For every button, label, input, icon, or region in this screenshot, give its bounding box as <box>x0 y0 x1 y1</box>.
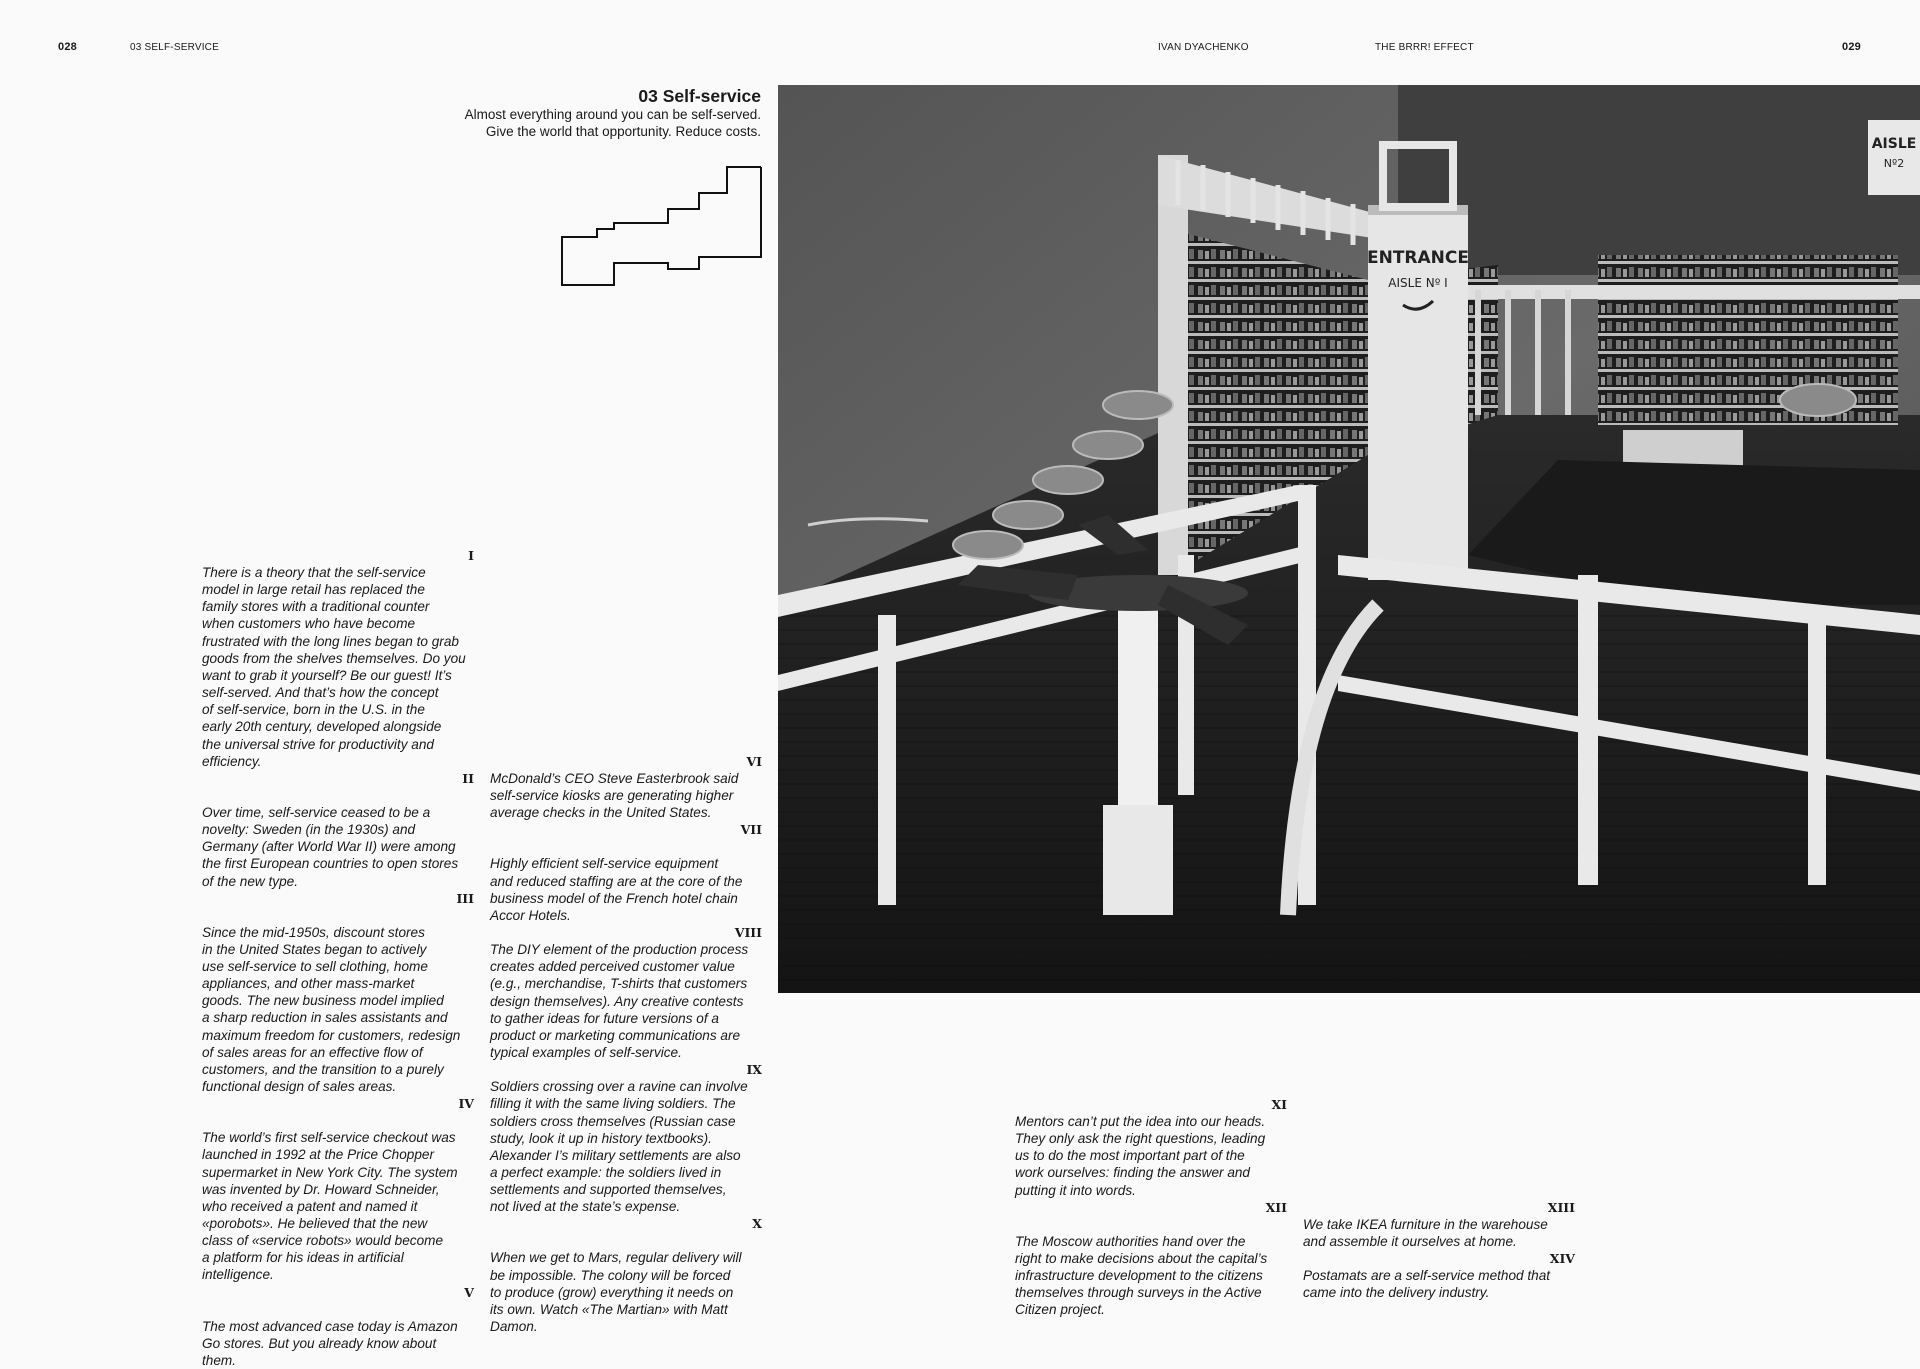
section-text: The Moscow authorities hand over the right to make decisions about the capital’s infrastructure development to the citizens themselves through surveys in the Active Citizen project. <box>1015 1233 1268 1318</box>
left-section-header: 03 SELF-SERVICE <box>130 42 219 53</box>
page-title: 03 Self-service <box>638 86 761 106</box>
text-column-3 <box>1015 1096 1287 1319</box>
section-viii <box>490 924 762 1061</box>
section-v <box>202 1284 474 1369</box>
section-xiii <box>1303 1199 1575 1250</box>
section-numeral: XIII <box>1547 1200 1575 1215</box>
section-numeral: II <box>462 770 474 786</box>
section-xii <box>1015 1199 1287 1319</box>
aisle-1-sign: AISLE Nº I <box>1388 276 1448 290</box>
section-numeral: XIV <box>1549 1251 1575 1267</box>
section-i <box>202 547 474 770</box>
subtitle-line-2: Give the world that opportunity. Reduce costs. <box>485 124 761 139</box>
section-numeral: X <box>752 1216 762 1232</box>
section-text: Highly efficient self-service equipment and reduced staffing are at the core of the business model of the French hotel chain Accor Hotels. <box>490 856 743 923</box>
floor-plan-outline-icon <box>559 165 765 289</box>
aisle-2-sign: Nº2 <box>1883 157 1905 170</box>
section-numeral: VII <box>740 822 762 838</box>
section-text: We take IKEA furniture in the warehouse and assemble it ourselves at home. <box>1303 1217 1548 1250</box>
section-text: The DIY element of the production process creates added perceived customer value (e.g., merchandise, T-shirts that customers design themselves). Any creative contests to gather ideas for future versions of a product or marketing communications are typical examples of self-service. <box>490 942 749 1061</box>
section-text: Mentors can’t put the idea into our heads. They only ask the right questions, leading us to do the most important part of the work ourselves: finding the answer and putting it into words. <box>1015 1114 1266 1198</box>
text-column-4 <box>1303 1199 1575 1302</box>
section-text: The most advanced case today is Amazon Go stores. But you already know about them. <box>202 1318 458 1368</box>
section-text: McDonald’s CEO Steve Easterbrook said self-service kiosks are generating higher average checks in the United States. <box>490 771 739 821</box>
section-vi <box>490 753 762 821</box>
section-numeral: VI <box>746 754 762 769</box>
section-numeral: IV <box>458 1096 474 1112</box>
section-text: Over time, self-service ceased to be a novelty: Sweden (in the 1930s) and Germany (after World War II) were among the first European countries to open stores of the new type. <box>202 804 459 889</box>
section-numeral: IX <box>746 1062 762 1078</box>
section-text: Since the mid-1950s, discount stores in the United States began to actively use self-service to sell clothing, home appliances, and other mass-market goods. The new business model implied a sharp reduction in sales assistants and maximum freedom for customers, redesign of sales areas for an effective flow of customers, and the transition to a purely functional design of sales areas. <box>202 924 461 1095</box>
section-numeral: XII <box>1265 1199 1287 1215</box>
subtitle-line-1: Almost everything around you can be self-served. <box>464 107 761 122</box>
section-x <box>490 1215 762 1335</box>
section-xi <box>1015 1096 1287 1199</box>
section-iv <box>202 1095 474 1283</box>
section-vii <box>490 821 762 924</box>
left-page-number: 028 <box>58 41 77 53</box>
section-ii <box>202 770 474 890</box>
book-title-header: THE BRRR! EFFECT <box>1375 42 1474 53</box>
section-text: There is a theory that the self-service model in large retail has replaced the family stores with a traditional counter when customers who have become frustrated with the long lines began to grab goods from the shelves themselves. Do you want to grab it yourself? Be our guest! It’s self-served. And that’s how the concept of self-service, born in the U.S. in the early 20th century, developed alongside the universal strive for productivity and efficiency. <box>202 565 466 769</box>
section-iii <box>202 890 474 1096</box>
right-page-number: 029 <box>1842 41 1861 53</box>
text-column-2 <box>490 753 762 1335</box>
title-block <box>420 86 761 140</box>
entrance-sign: ENTRANCE <box>1367 248 1469 268</box>
section-ix <box>490 1061 762 1215</box>
author-header: IVAN DYACHENKO <box>1158 42 1249 53</box>
section-xiv <box>1303 1250 1575 1301</box>
store-interior-photo <box>778 85 1920 993</box>
text-column-1 <box>202 547 474 1369</box>
section-text: When we get to Mars, regular delivery will be impossible. The colony will be forced to produce (grow) everything it needs on its own. Watch «The Martian» with Matt Damon. <box>490 1250 742 1335</box>
section-numeral: I <box>468 548 474 563</box>
section-numeral: VIII <box>734 925 762 941</box>
section-numeral: V <box>464 1284 474 1300</box>
section-text: The world’s first self-service checkout was launched in 1992 at the Price Chopper supermarket in New York City. The system was invented by Dr. Howard Schneider, who received a patent and named it «porobots». He believed that the new class of «service robots» would become a platform for his ideas in artificial intelligence. <box>202 1130 458 1283</box>
section-numeral: III <box>456 890 474 906</box>
section-text: Postamats are a self-service method that came into the delivery industry. <box>1303 1268 1551 1301</box>
section-numeral: XI <box>1271 1097 1287 1112</box>
aisle-sign: AISLE <box>1871 136 1917 152</box>
section-text: Soldiers crossing over a ravine can involve filling it with the same living soldiers. The soldiers cross themselves (Russian case study, look it up in history textbooks). Alexander I’s military settlements are also a perfect example: the soldiers lived in settlements and supported themselves, not lived at the state’s expense. <box>490 1079 748 1215</box>
